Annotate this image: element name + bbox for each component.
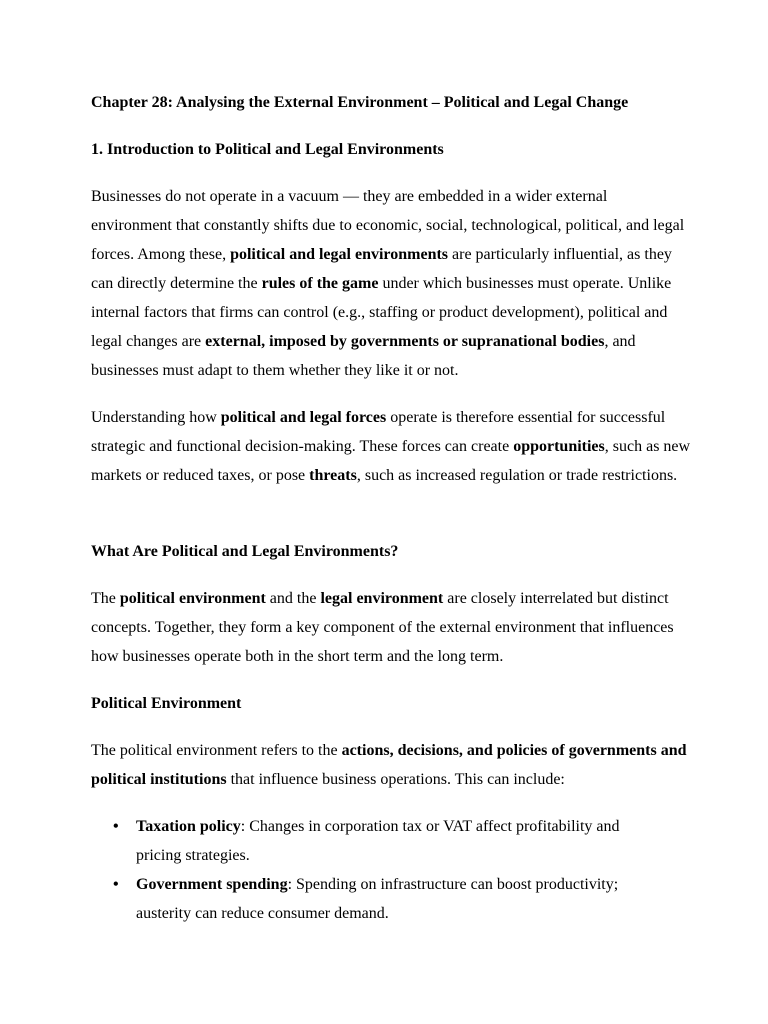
section-heading-what-are: What Are Political and Legal Environments? xyxy=(91,543,399,560)
list-item-term: Taxation policy xyxy=(136,818,241,835)
text-run: are particularly influential, as they can directly determine the xyxy=(91,246,672,292)
section-heading-introduction: 1. Introduction to Political and Legal Environments xyxy=(91,141,444,158)
bold-run: political and legal environments xyxy=(230,246,449,263)
bold-run: political environment xyxy=(119,590,266,607)
bold-run: rules of the game xyxy=(261,275,379,292)
text-run: The xyxy=(91,590,120,607)
section-heading-political-environment: Political Environment xyxy=(91,695,242,712)
text-run: that influence business operations. This can include: xyxy=(226,771,565,788)
bold-run: threats xyxy=(309,467,357,484)
paragraph-political-environment xyxy=(91,736,691,794)
list-item-text: : Changes in corporation tax or VAT affect profitability and pricing strategies. xyxy=(136,818,620,864)
bold-run: opportunities xyxy=(513,438,605,455)
list-item-text: : Spending on infrastructure can boost productivity; austerity can reduce consumer demand. xyxy=(136,876,619,922)
text-run: The political environment refers to the xyxy=(91,742,342,759)
list-item-term: Government spending xyxy=(136,876,288,893)
text-run: Businesses do not operate in a vacuum — they are embedded in a wider external environment that constantly shifts due to economic, social, technological, political, and legal forces. Among these, xyxy=(91,188,685,263)
text-run: , such as increased regulation or trade restrictions. xyxy=(356,467,678,484)
paragraph-intro xyxy=(91,182,691,385)
bold-run: external, imposed by governments or supranational bodies xyxy=(205,333,605,350)
text-run: , such as new markets or reduced taxes, or pose xyxy=(91,438,691,484)
paragraph-definitions xyxy=(91,584,691,671)
paragraph-forces xyxy=(91,403,691,490)
list-item xyxy=(91,870,651,928)
bullet-icon: • xyxy=(113,818,119,835)
chapter-title: Chapter 28: Analysing the External Environment – Political and Legal Change xyxy=(91,94,629,111)
bold-run: legal environment xyxy=(320,590,444,607)
text-run: and the xyxy=(265,590,321,607)
bold-run: actions, decisions, and policies of governments and political institutions xyxy=(91,742,687,788)
text-run: Understanding how xyxy=(91,409,221,426)
text-run: operate is therefore essential for successful strategic and functional decision-making. These forces can create xyxy=(91,409,666,455)
text-run: under which businesses must operate. Unlike internal factors that firms can control (e.g., staffing or product development), political and legal changes are xyxy=(91,275,672,350)
text-run: are closely interrelated but distinct concepts. Together, they form a key component of the external environment that influences how businesses operate both in the short term and the long term. xyxy=(91,590,674,665)
bullet-list xyxy=(91,812,651,928)
bold-run: political and legal forces xyxy=(220,409,387,426)
list-item xyxy=(91,812,651,870)
text-run: , and businesses must adapt to them whether they like it or not. xyxy=(91,333,636,379)
bullet-icon: • xyxy=(113,876,119,893)
